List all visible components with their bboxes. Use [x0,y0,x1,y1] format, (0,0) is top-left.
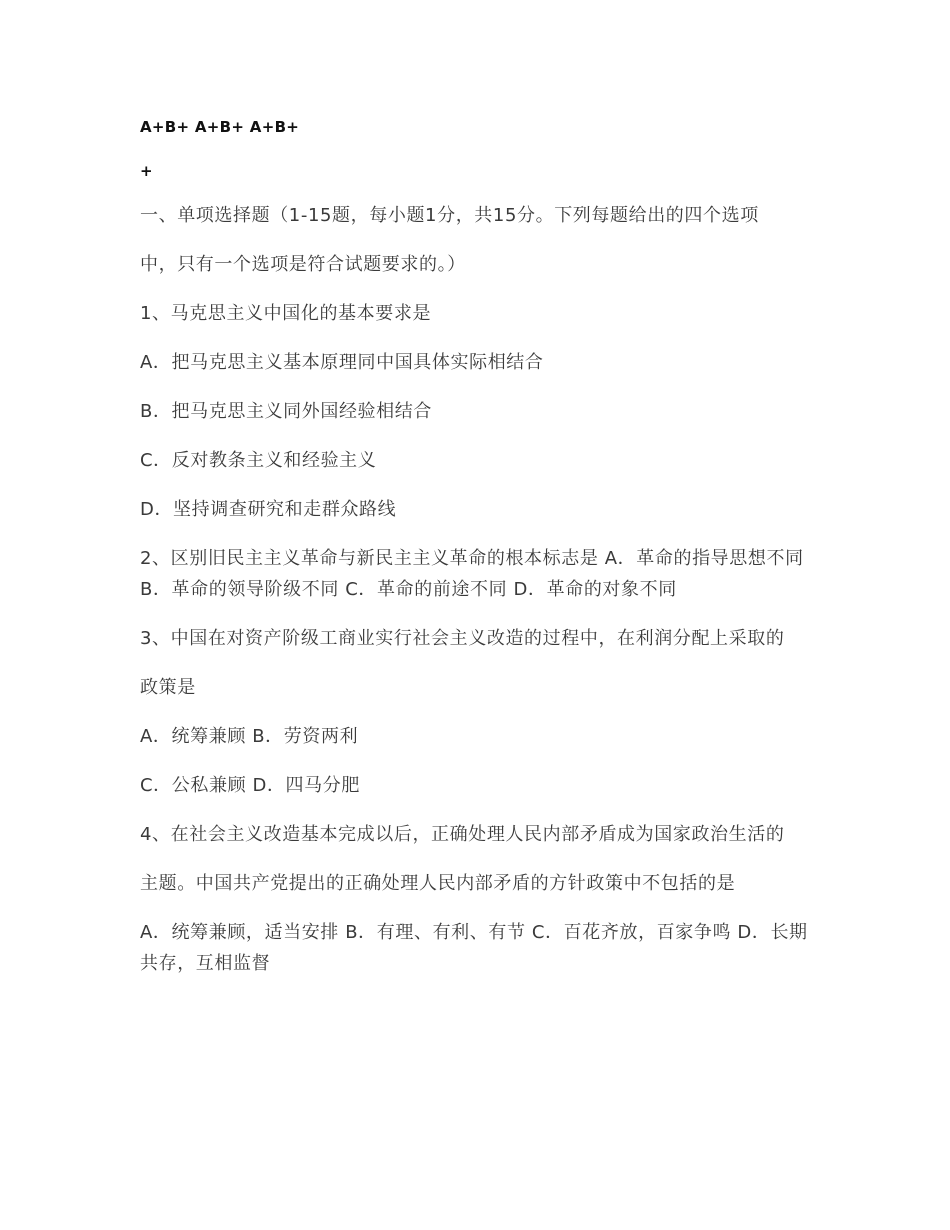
section-title-continued: 中，只有一个选项是符合试题要求的。） [140,254,466,275]
question-2: 2、区别旧民主主义革命与新民主主义革命的根本标志是 A．革命的指导思想不同 B．革命的领导阶级不同 C．革命的前途不同 D．革命的对象不同 [140,548,804,600]
question-1-stem: 1、马克思主义中国化的基本要求是 [140,303,432,324]
question-1-option-d: D．坚持调查研究和走群众路线 [140,499,397,520]
header-marks: A+B+ A+B+ A+B+ [140,118,300,136]
question-1-option-c: C．反对教条主义和经验主义 [140,450,377,471]
question-1-option-a: A．把马克思主义基本原理同中国具体实际相结合 [140,352,544,373]
question-3-stem-continued: 政策是 [140,677,196,698]
question-3-options-cd: C．公私兼顾 D．四马分肥 [140,775,360,796]
question-4-stem: 4、在社会主义改造基本完成以后，正确处理人民内部矛盾成为国家政治生活的 [140,824,785,845]
question-4-options: A．统筹兼顾，适当安排 B．有理、有利、有节 C．百花齐放，百家争鸣 D．长期共存，互相监督 [140,922,808,974]
question-3-options-ab: A．统筹兼顾 B．劳资两利 [140,726,359,747]
section-title: 一、单项选择题（1-15题，每小题1分，共15分。下列每题给出的四个选项 [140,205,759,226]
question-1-option-b: B．把马克思主义同外国经验相结合 [140,401,432,422]
plus-mark: + [140,162,153,180]
question-4-stem-continued: 主题。中国共产党提出的正确处理人民内部矛盾的方针政策中不包括的是 [140,873,736,894]
document-page [140,112,812,997]
question-3-stem: 3、中国在对资产阶级工商业实行社会主义改造的过程中，在利润分配上采取的 [140,628,785,649]
